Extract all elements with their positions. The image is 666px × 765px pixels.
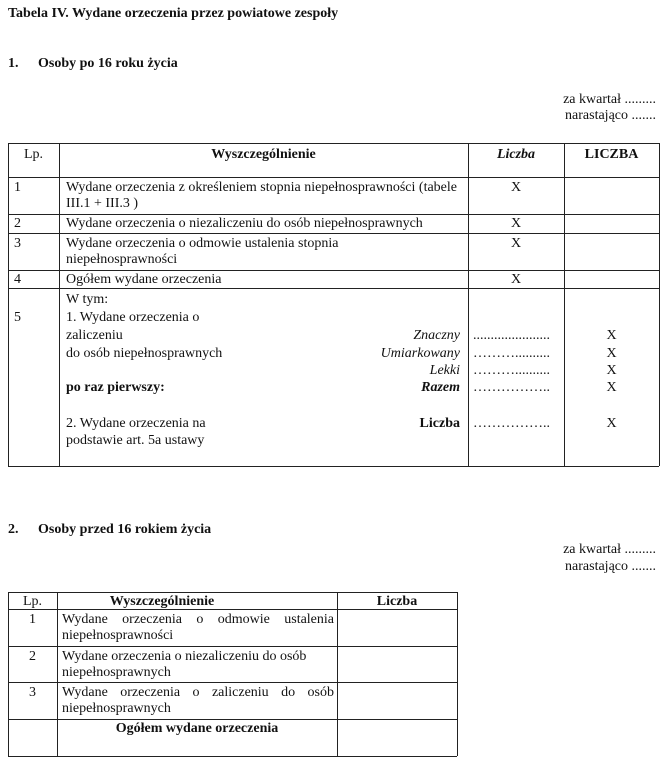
section2-period-cumulative: narastająco ....... [565,559,656,574]
section1-heading: Osoby po 16 roku życia [38,56,178,71]
section1-period-cumulative: narastająco ....... [565,108,656,123]
table1-row1-x: X [510,180,522,195]
row5-item2-x: X [606,416,617,431]
table1-row2-lp: 2 [14,216,21,231]
table1-header-lp: Lp. [23,147,44,162]
table2-row1-desc: Wydane orzeczenia o odmowie ustalenia niepełnosprawności [62,612,334,643]
degree-lekki-dots: ……….......... [473,363,550,378]
degree-lekki-label: Lekki [429,363,460,378]
row5-item1-line2: zaliczeniu [66,328,123,343]
table1-row1-desc: Wydane orzeczenia z określeniem stopnia niepełnosprawności (tabele III.1 + III.3 ) [66,180,457,211]
table2-row3-lp: 3 [29,685,36,700]
degree-umiarkowany-x: X [606,346,617,361]
table1-row3-lp: 3 [14,236,21,251]
row5-item1-line1: 1. Wydane orzeczenia o [66,310,200,325]
degree-razem-dots: …………….. [473,380,550,395]
table2-header-liczba: Liczba [376,594,418,609]
table1-header-liczba-italic: Liczba [496,147,536,162]
table2-header-lp: Lp. [22,594,43,609]
row5-item2-line1: 2. Wydane orzeczenia na [66,416,206,431]
table2-row3-desc: Wydane orzeczenia o zaliczeniu do osób niepełnosprawnych [62,685,334,716]
degree-razem-x: X [606,380,617,395]
table1-row2-x: X [510,216,522,231]
degree-znaczny-dots: ...................... [473,328,550,343]
table2-header-desc: Wyszczególnienie [109,594,215,609]
section2-period-quarter: za kwartał ......... [563,542,656,557]
table1-row4-x: X [510,272,522,287]
table2-total-label: Ogółem wydane orzeczenia [115,721,279,736]
row5-item2-dots: …………….. [473,416,550,431]
row5-item1-line4: po raz pierwszy: [66,380,165,395]
table2-row1-lp: 1 [29,612,36,627]
table1-row3-x: X [510,236,522,251]
page-title: Tabela IV. Wydane orzeczenia przez powiatowe zespoły [8,6,339,21]
section1-period-quarter: za kwartał ......... [563,92,656,107]
table1-header-desc: Wyszczególnienie [211,147,316,162]
degree-razem-label: Razem [421,380,460,395]
table1-row4-desc: Ogółem wydane orzeczenia [66,272,222,287]
row5-item2-line2: podstawie art. 5a ustawy [66,433,205,448]
table2-row2-desc: Wydane orzeczenia o niezaliczeniu do osób niepełnosprawnych [62,649,307,680]
section1-number: 1. [8,56,19,71]
table1-header-liczba-caps: LICZBA [584,147,639,162]
degree-umiarkowany-dots: ……….......... [473,346,550,361]
table1-row2-desc: Wydane orzeczenia o niezaliczeniu do osób niepełnosprawnych [66,216,423,231]
table1-row5-lp: 5 [14,310,21,325]
section2-number: 2. [8,522,19,537]
row5-w-tym: W tym: [66,292,109,307]
degree-umiarkowany-label: Umiarkowany [380,346,460,361]
degree-znaczny-label: Znaczny [413,328,460,343]
degree-znaczny-x: X [606,328,617,343]
degree-lekki-x: X [606,363,617,378]
table1-row4-lp: 4 [14,272,21,287]
table1-row1-lp: 1 [14,180,21,195]
row5-item2-label: Liczba [419,416,460,431]
row5-item1-line3: do osób niepełnosprawnych [66,346,223,361]
section2-heading: Osoby przed 16 rokiem życia [38,522,212,537]
table2-row2-lp: 2 [29,649,36,664]
table1-row3-desc: Wydane orzeczenia o odmowie ustalenia stopnia niepełnosprawności [66,236,339,267]
